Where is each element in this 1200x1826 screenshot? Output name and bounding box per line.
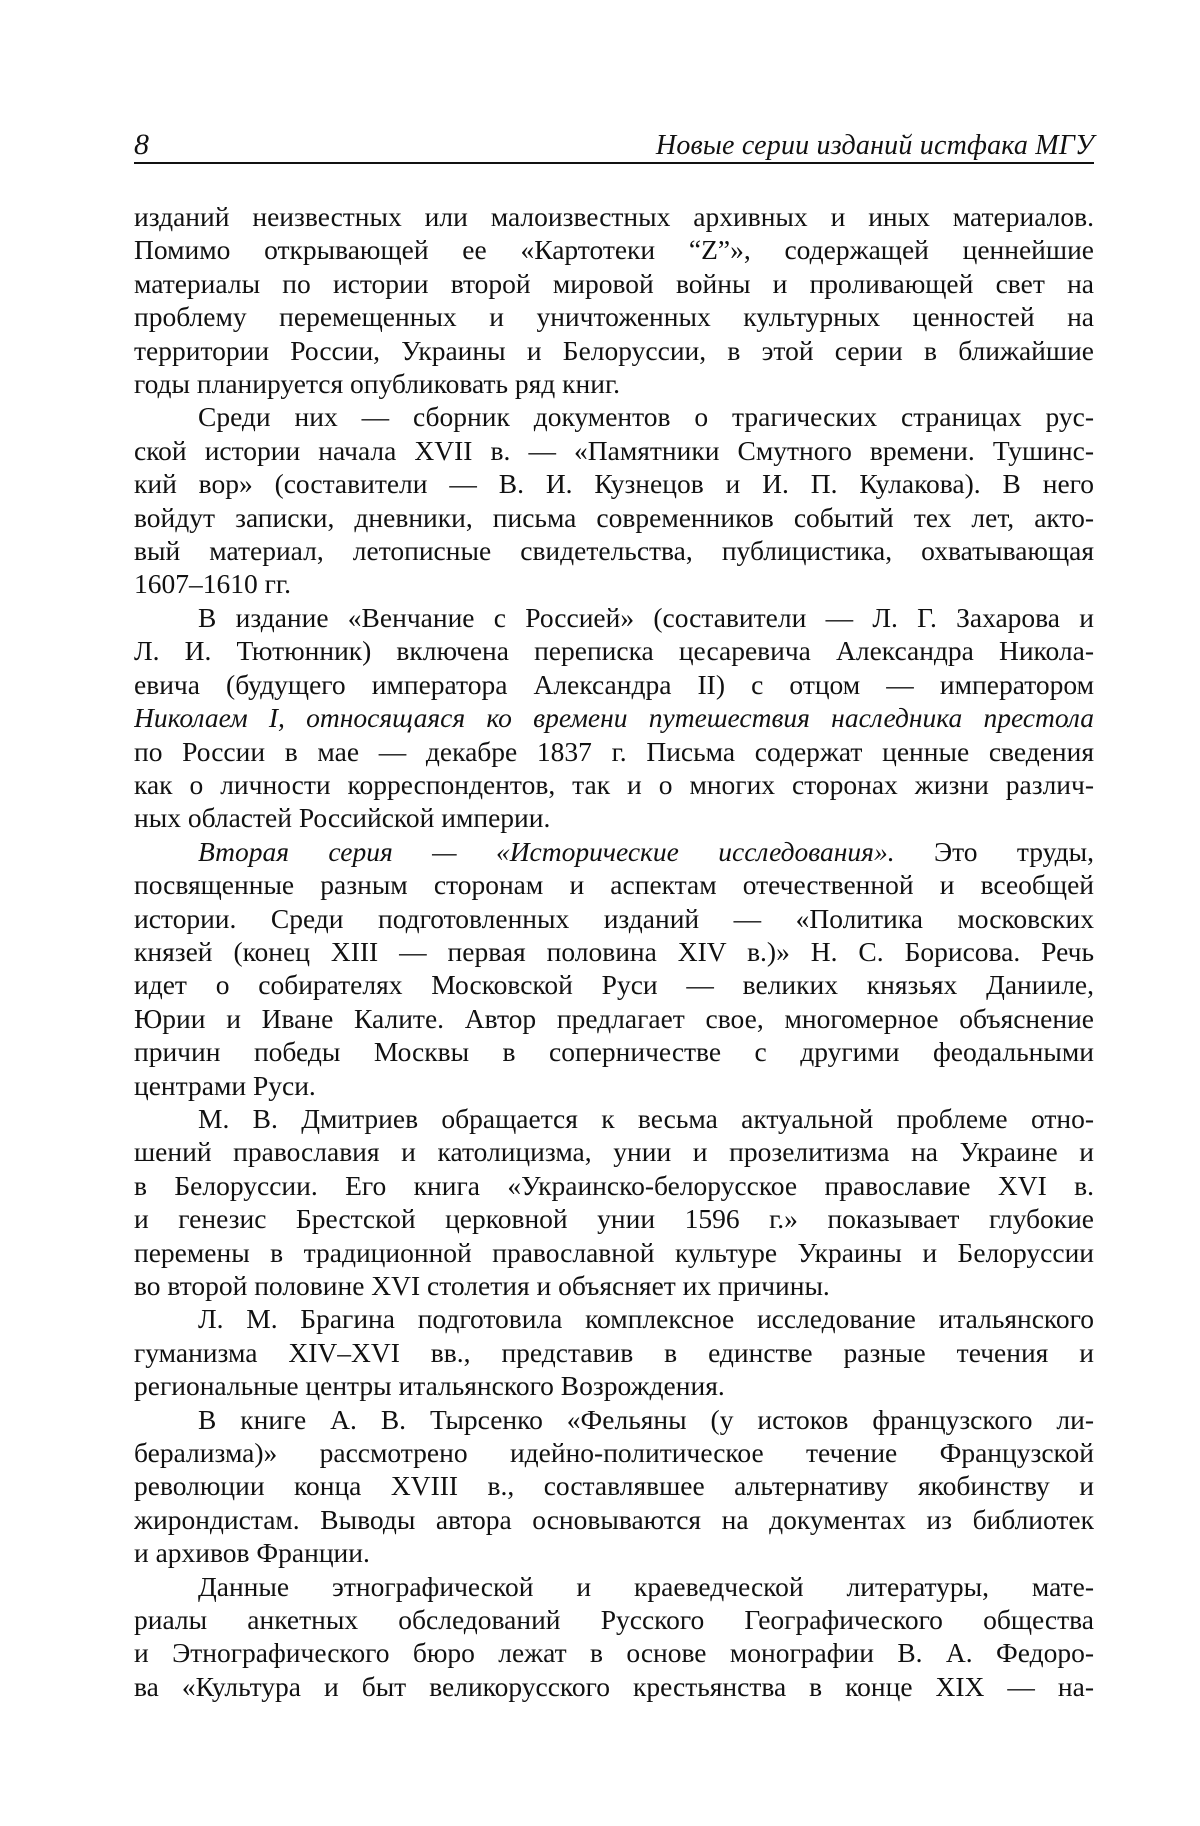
text-line: ской истории начала XVII в. — «Памятники Смутного времени. Тушинс- [134, 434, 1094, 466]
text-line: в Белоруссии. Его книга «Украинско-белорусское православие XVI в. [134, 1169, 1094, 1201]
paragraph [134, 400, 1094, 600]
text-line: изданий неизвестных или малоизвестных архивных и иных материалов. [134, 201, 1094, 232]
paragraph [134, 1302, 1094, 1402]
text-line: В издание «Венчание с Россией» (составители — Л. Г. Захарова и [198, 601, 1094, 633]
text-line: жирондистам. Выводы автора основываются на документах из библиотек [134, 1503, 1094, 1535]
text-line: риалы анкетных обследований Русского Географического общества [134, 1604, 1094, 1636]
text-line: вый материал, летописные свидетельства, публицистика, охватывающая [134, 535, 1094, 567]
text-line: и Этнографического бюро лежат в основе монографии В. А. Федоро- [134, 1637, 1094, 1669]
page-header [134, 118, 1094, 164]
text-line: Вторая серия — «Исторические исследования». Это труды, [198, 835, 1094, 867]
text-line: ва «Культура и быт великорусского крестьянства в конце XIX — на- [134, 1670, 1094, 1702]
text-line: Юрии и Иване Калите. Автор предлагает свое, многомерное объяснение [134, 1002, 1094, 1034]
text-line: причин победы Москвы в соперничестве с другими феодальными [134, 1036, 1094, 1068]
body-text [134, 200, 1094, 1703]
text-line: во второй половине XVI столетия и объясняет их причины. [134, 1270, 830, 1301]
text-line: войдут записки, дневники, письма современников событий тех лет, акто- [134, 501, 1094, 533]
text-line: годы планируется опубликовать ряд книг. [134, 368, 621, 400]
paragraph [134, 1102, 1094, 1302]
text-line: идет о собирателях Московской Руси — великих князьях Данииле, [134, 969, 1094, 1001]
text-line: Л. И. Тютюнник) включена переписка цесаревича Александра Никола- [134, 635, 1094, 667]
text-line: евича (будущего императора Александра II) с отцом — императором [134, 668, 1094, 700]
text-line: В книге А. В. Тырсенко «Фельяны (у истоков французского ли- [198, 1403, 1094, 1435]
text-line: и архивов Франции. [134, 1537, 370, 1569]
text-line: берализма)» рассмотрено идейно-политическое течение Французской [134, 1437, 1094, 1469]
text-line: территории России, Украины и Белоруссии, в этой серии в ближайшие [134, 334, 1094, 366]
text-line: кий вор» (составители — В. И. Кузнецов и И. П. Кулакова). В него [134, 468, 1094, 500]
text-line: и генезис Брестской церковной унии 1596 г.» показывает глубокие [134, 1203, 1094, 1235]
text-line: шений православия и католицизма, унии и прозелитизма на Украине и [134, 1136, 1094, 1168]
text-line: проблему перемещенных и уничтоженных культурных ценностей на [134, 301, 1094, 333]
text-line: центрами Руси. [134, 1069, 316, 1101]
text-line: Николаем I, относящаяся ко времени путешествия наследника престола [134, 702, 1094, 734]
text-line: Помимо открывающей ее «Картотеки “Z”», содержащей ценнейшие [134, 234, 1094, 266]
paragraph [134, 601, 1094, 835]
text-line: гуманизма XIV–XVI вв., представив в единстве разные течения и [134, 1336, 1094, 1368]
text-line: материалы по истории второй мировой войны и проливающей свет на [134, 267, 1094, 299]
text-line: истории. Среди подготовленных изданий — «Политика московских [134, 902, 1094, 934]
text-line: Л. М. Брагина подготовила комплексное исследование итальянского [198, 1303, 1094, 1335]
text-line: князей (конец XIII — первая половина XIV в.)» Н. С. Борисова. Речь [134, 935, 1094, 967]
text-line: Данные этнографической и краеведческой литературы, мате- [198, 1570, 1094, 1602]
paragraph [134, 1570, 1094, 1704]
paragraph [134, 200, 1094, 400]
page-number: 8 [134, 128, 149, 161]
text-line: ных областей Российской империи. [134, 802, 551, 834]
text-line: М. В. Дмитриев обращается к весьма актуальной проблеме отно- [198, 1102, 1094, 1134]
paragraph [134, 835, 1094, 1102]
paragraph [134, 1403, 1094, 1570]
text-line: перемены в традиционной православной культуре Украины и Белоруссии [134, 1236, 1094, 1268]
text-line: посвященные разным сторонам и аспектам отечественной и всеобщей [134, 869, 1094, 901]
running-title: Новые серии изданий истфака МГУ [655, 130, 1094, 161]
text-line: революции конца XVIII в., составлявшее альтернативу якобинству и [134, 1470, 1094, 1502]
text-line: по России в мае — декабре 1837 г. Письма содержат ценные сведения [134, 735, 1094, 767]
text-line: как о личности корреспондентов, так и о многих сторонах жизни различ- [134, 768, 1094, 800]
text-line: Среди них — сборник документов о трагических страницах рус- [198, 401, 1094, 433]
text-line: 1607–1610 гг. [134, 568, 291, 600]
text-line: региональные центры итальянского Возрождения. [134, 1370, 725, 1402]
